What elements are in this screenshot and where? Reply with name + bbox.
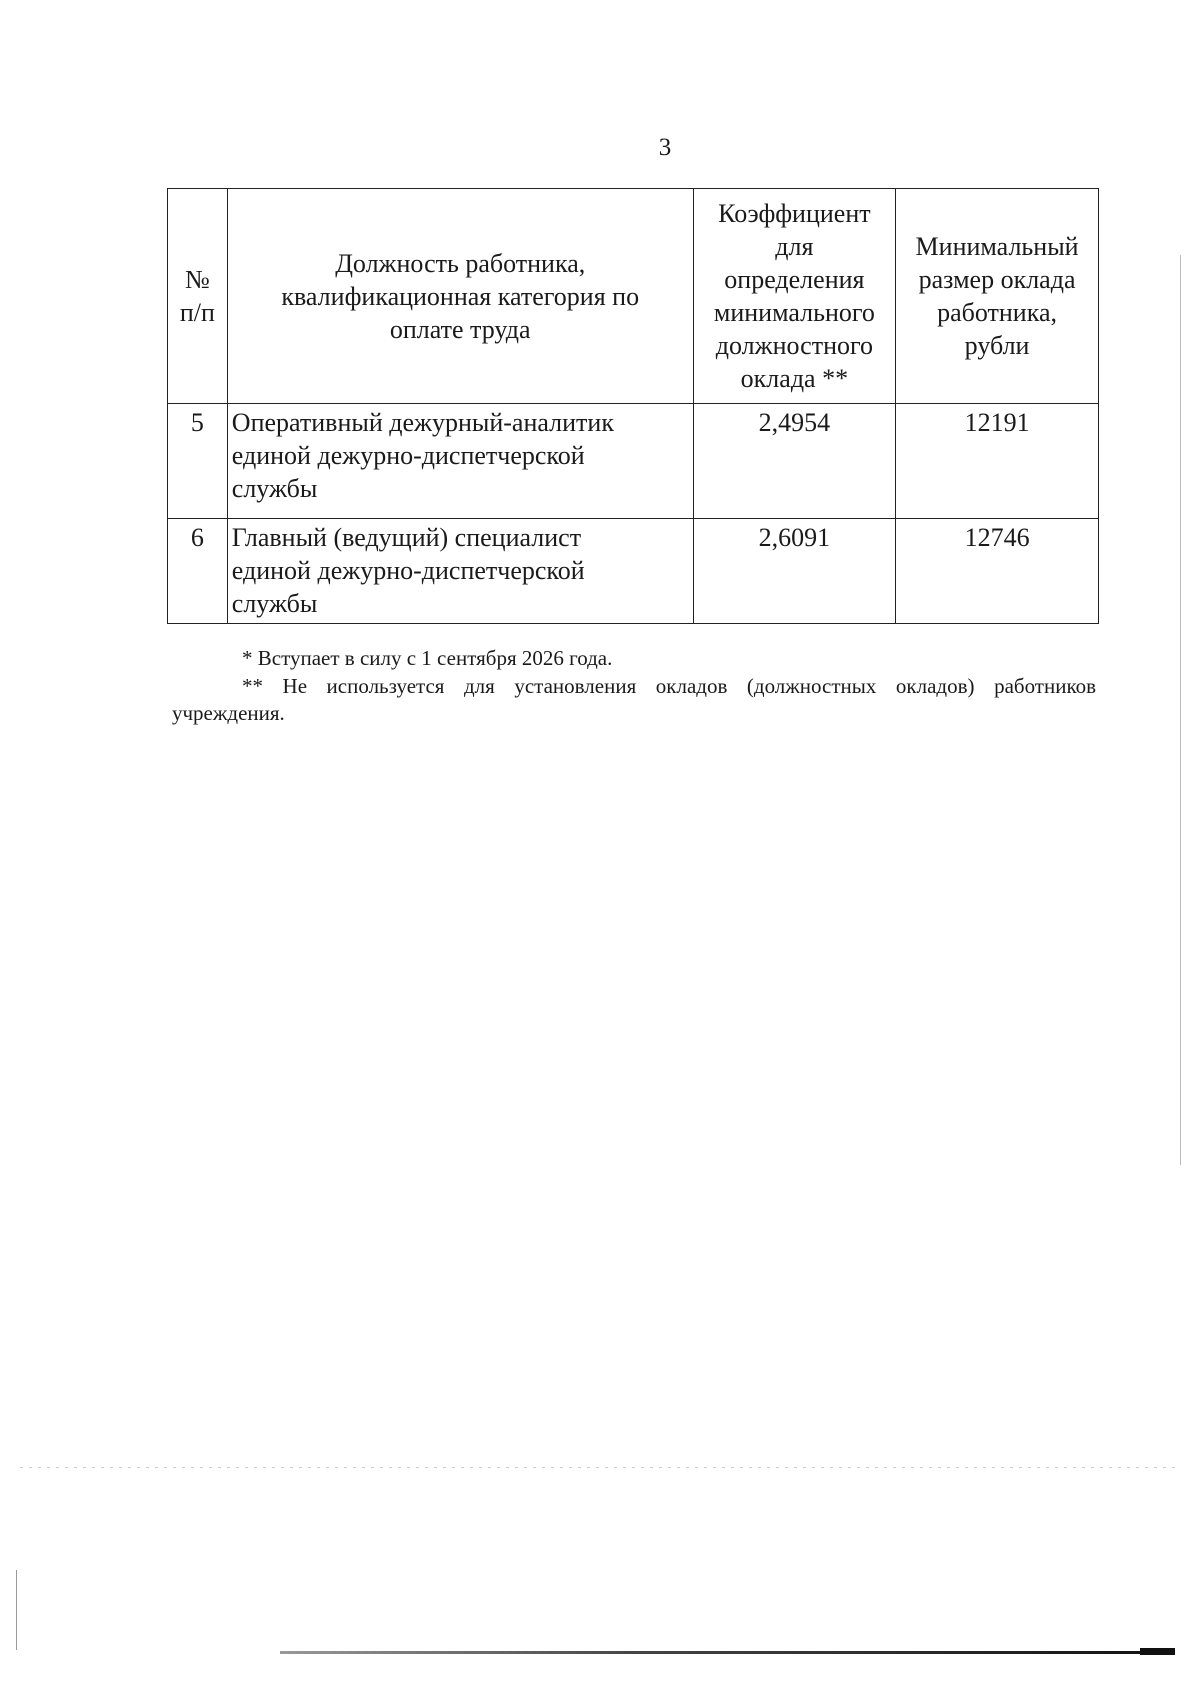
header-num-line: п/п [179, 298, 215, 327]
footnote-not-used: ** Не используется для установления окладов (должностных окладов) работников учреждения. [172, 674, 1096, 725]
table-row [168, 404, 1099, 519]
row-min-salary: 12191 [896, 404, 1099, 519]
header-coefficient-line: для [775, 232, 814, 261]
row-position-line: Оперативный дежурный-аналитик [231, 408, 614, 437]
row-min-salary: 12746 [896, 519, 1099, 624]
table-header-row [168, 189, 1099, 404]
row-num: 5 [168, 404, 228, 519]
header-min-salary-line: работника, [937, 298, 1058, 327]
header-position: Должность работника, квалификационная категория по оплате труда [227, 189, 693, 404]
scan-edge-right [1180, 255, 1181, 1165]
header-num-line: № [184, 265, 210, 294]
row-position [227, 404, 693, 519]
header-coefficient [693, 189, 896, 404]
row-coefficient: 2,4954 [693, 404, 896, 519]
header-coefficient-line: оклада ** [740, 364, 849, 393]
row-position-line: Главный (ведущий) специалист [231, 523, 582, 552]
header-num [168, 189, 228, 404]
header-coefficient-line: должностного [715, 331, 873, 360]
header-min-salary-line: рубли [964, 331, 1030, 360]
header-min-salary-line: Минимальный [915, 232, 1079, 261]
row-position-line: единой дежурно-диспетчерской [231, 556, 585, 585]
page-number: 3 [658, 134, 672, 161]
row-num: 6 [168, 519, 228, 624]
row-position-line: службы [231, 474, 318, 503]
header-coefficient-line: минимального [713, 298, 875, 327]
row-coefficient: 2,6091 [693, 519, 896, 624]
row-position-line: службы [231, 589, 318, 618]
table-row [168, 519, 1099, 624]
scan-bottom-rule-end [1140, 1648, 1175, 1655]
header-coefficient-line: определения [724, 265, 865, 294]
scan-edge-left [16, 1570, 17, 1650]
row-position [227, 519, 693, 624]
header-min-salary-line: размер оклада [918, 265, 1076, 294]
scan-artifact-dots [20, 1467, 1180, 1468]
scan-bottom-rule [280, 1651, 1175, 1654]
salary-table [167, 188, 1099, 624]
row-position-line: единой дежурно-диспетчерской [231, 441, 585, 470]
header-coefficient-line: Коэффициент [718, 199, 871, 228]
header-min-salary [896, 189, 1099, 404]
footnote-effective-date: * Вступает в силу с 1 сентября 2026 года. [242, 646, 613, 670]
